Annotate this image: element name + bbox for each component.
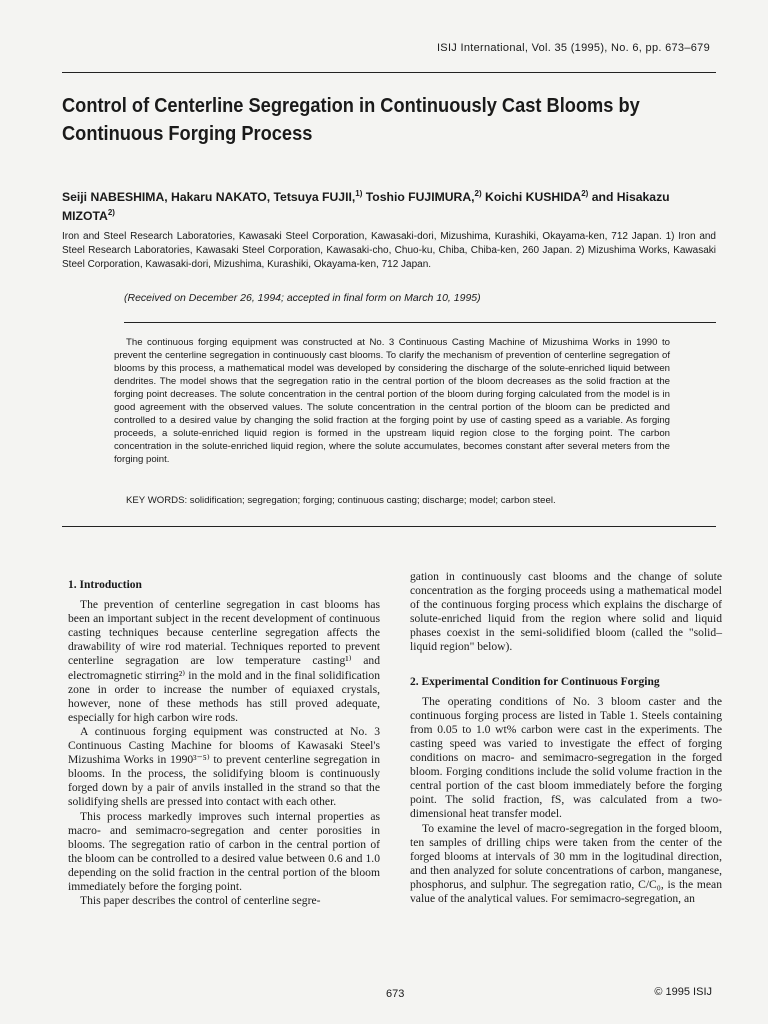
paragraph: gation in continuously cast blooms and the change of solute concentration as the forging proceeds using a mathematical model of the continuous forging process which explains the discharge of solute-enriched liquid from the region where solid and liquid phases coexist in the semi-solidified bloom (called the "solid–liquid region" below). [410,570,722,654]
paragraph: This process markedly improves such internal properties as macro- and semimacro-segregation and center porosities in blooms. The segregation ratio of carbon in the central portion of the bloom can be controlled to a desired value between 0.6 and 1.0 depending on the solid fraction in the central portion of the bloom immediately before the forging point. [68,809,380,893]
affil-mark: 2) [581,189,589,198]
paragraph: This paper describes the control of centerline segre- [80,894,321,908]
paragraph: The prevention of centerline segregation in cast blooms has been an important subject in the recent development of continuous casting techniques because centerline segregation affects the drawability of wire rod material. Techniques reported to prevent centerline segragation are low temperature casting¹⁾ and electromagnetic stirring²⁾ in the mold and in the final solidification zone in order to increase the number of equiaxed crystals, however, none of these methods has still proved adequate, especially for high carbon wire rods. [68,598,380,724]
author-group-2: Toshio FUJIMURA, [362,190,475,205]
received-date: (Received on December 26, 1994; accepted in final form on March 10, 1995) [124,292,481,304]
paper-title: Control of Centerline Segregation in Continuously Cast Blooms by Continuous Forging Process [62,94,640,145]
abstract: The continuous forging equipment was constructed at No. 3 Continuous Casting Machine of Mizushima Works in 1990 to prevent the centerline segregation in continuously cast blooms. To clarify the mechanism of prevention of centerline segregation of blooms by this process, a mathematical model was developed by considering the discharge of the solute-enriched liquid between dendrites. The model shows that the segregation ratio in the central portion of the bloom decreases as the solid fraction at the forging point decreases. The solute concentration in the central portion of the bloom during forging calculated from the model is in good agreement with the observed values. The solute concentration in the central portion of the bloom can be predicted and controlled to a desired value by changing the solid fraction at the forging point by use of casting speed as a variable. As forging proceeds, a solute-enriched liquid region is formed in the upstream liquid region close to the forging point. The carbon concentration in the solute-enriched liquid region, where the solute accumulates, becomes constant after several meters from the forging point. [114,337,670,465]
author-group-3: Koichi KUSHIDA [481,190,582,205]
page-number: 673 [386,988,405,1000]
abstract-bottom-rule [62,526,716,527]
column-right [410,570,722,906]
paragraph: To examine the level of macro-segregation in the forged bloom, ten samples of drilling chips were taken from the center of the forged blooms at intervals of 30 mm in the logitudinal direction, and then analyzed for solute concentrations of carbon, manganese, phosphorus, and sulphur. The segregation ratio, C/C₀, is the mean value of the analytical values. For semimacro-segregation, an [410,821,722,905]
section-heading-experimental: 2. Experimental Condition for Continuous Forging [410,675,660,688]
affil-mark: 1) [355,189,363,198]
author-group-4: and Hisakazu MIZOTA [62,190,670,224]
top-rule [62,72,716,73]
abstract-top-rule [124,322,716,323]
affil-mark: 2) [107,208,115,218]
paragraph: A continuous forging equipment was constructed at No. 3 Continuous Casting Machine for blooms of Kawasaki Steel's Mizushima Works in 1990³⁻⁵⁾ to prevent centerline segregation in blooms. In the process, the solidifying bloom is continuously forged down by a pair of anvils installed in the strand so that the solidifying shells are pressed into contact with each other. [68,724,380,809]
keywords: KEY WORDS: solidification; segregation; forging; continuous casting; discharge; model; carbon steel. [126,495,556,506]
paragraph: The operating conditions of No. 3 bloom caster and the continuous forging process are listed in Table 1. Steels containing from 0.05 to 1.0 wt% carbon were cast in the experiments. The casting speed was varied to investigate the effect of forging conditions on macro- and semimacro-segregation in the forged bloom. Forging conditions include the solid volume fraction in the central portion of the cast bloom immediately before the forging point. The solid fraction, fS, was calculated from a two-dimensional heat transfer model. [410,694,722,821]
author-list [62,186,722,224]
section-heading-introduction: 1. Introduction [68,579,142,591]
affil-mark: 2) [474,189,482,198]
copyright: © 1995 ISIJ [654,986,712,998]
column-left [68,570,380,908]
author-group-1: Seiji NABESHIMA, Hakaru NAKATO, Tetsuya FUJII, [62,190,356,205]
journal-reference: ISIJ International, Vol. 35 (1995), No. 6, pp. 673–679 [436,42,710,54]
affiliations: Iron and Steel Research Laboratories, Kawasaki Steel Corporation, Kawasaki-dori, Mizushima, Kurashiki, Okayama-ken, 712 Japan. 1) Iron and Steel Research Laboratories, Kawasaki Steel Corporation, Kawasaki-cho, Chuo-ku, Chiba, Chiba-ken, 260 Japan. 2) Mizushima Works, Kawasaki Steel Corporation, Kawasaki-dori, Mizushima, Kurashiki, Okayama-ken, 712 Japan. [62,231,716,270]
